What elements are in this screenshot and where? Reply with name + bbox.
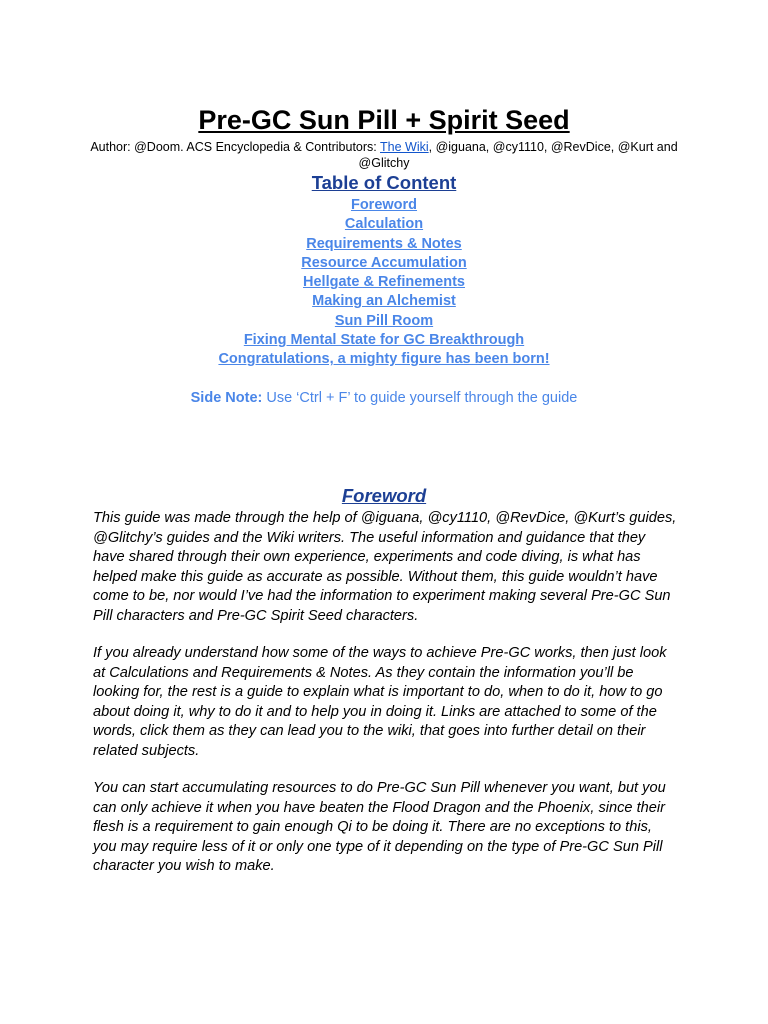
toc-link-sun-pill-room[interactable]: Sun Pill Room xyxy=(334,312,434,329)
foreword-paragraph-2: If you already understand how some of the ways to achieve Pre-GC works, then just look at Calculations and Requirements & Notes. As they contain the information you’ll be looking for, the rest is a guide to explain what is important to do, when to do it, how to go about doing it, why to do it and to help you in doing it. Links are attached to some of the words, click them as they can lead you to the wiki, that goes into further detail on their related subjects. xyxy=(93,645,667,759)
side-note-text: Use ‘Ctrl + F’ to guide yourself through the guide xyxy=(262,390,578,406)
table-of-contents xyxy=(0,196,768,370)
toc-link-requirements[interactable]: Requirements & Notes xyxy=(306,235,462,252)
toc-link-congratulations[interactable]: Congratulations, a mighty figure has been born! xyxy=(218,351,550,368)
toc-link-resource-accumulation[interactable]: Resource Accumulation xyxy=(301,254,467,271)
document-title: Pre-GC Sun Pill + Spirit Seed xyxy=(198,105,570,135)
toc-heading: Table of Content xyxy=(311,172,457,193)
author-prefix: Author: @Doom. ACS Encyclopedia & Contributors: xyxy=(90,140,381,154)
toc-link-foreword[interactable]: Foreword xyxy=(350,197,418,213)
toc-link-calculation[interactable]: Calculation xyxy=(344,216,424,233)
foreword-paragraph-1: This guide was made through the help of @iguana, @cy1110, @RevDice, @Kurt’s guides, @Glitchy’s guides and the Wiki writers. The useful information and guidance that they have shared through their own experience, experiments and code diving, is what has helped make this guide as accurate as possible. Without them, this guide wouldn’t have come to be, nor would I’ve had the information to experiment making several Pre-GC Sun Pill characters and Pre-GC Spirit Seed characters. xyxy=(93,510,677,624)
toc-link-alchemist[interactable]: Making an Alchemist xyxy=(312,293,456,310)
toc-link-hellgate[interactable]: Hellgate & Refinements xyxy=(303,274,465,291)
side-note-label: Side Note: xyxy=(190,390,263,406)
side-note xyxy=(0,388,768,408)
foreword-heading: Foreword xyxy=(341,485,427,506)
toc-link-mental-state[interactable]: Fixing Mental State for GC Breakthrough xyxy=(243,332,525,349)
author-suffix: , @iguana, @cy1110, @RevDice, @Kurt and @Glitchy xyxy=(358,140,678,170)
wiki-link[interactable]: The Wiki xyxy=(380,140,429,154)
foreword-paragraph-3: You can start accumulating resources to do Pre-GC Sun Pill whenever you want, but you can only achieve it when you have beaten the Flood Dragon and the Phoenix, since their flesh is a requirement to gain enough Qi to be doing it. There are no exceptions to this, you may require less of it or only one type of it depending on the type of Pre-GC Sun Pill character you wish to make. xyxy=(93,780,666,874)
author-line xyxy=(88,139,680,171)
